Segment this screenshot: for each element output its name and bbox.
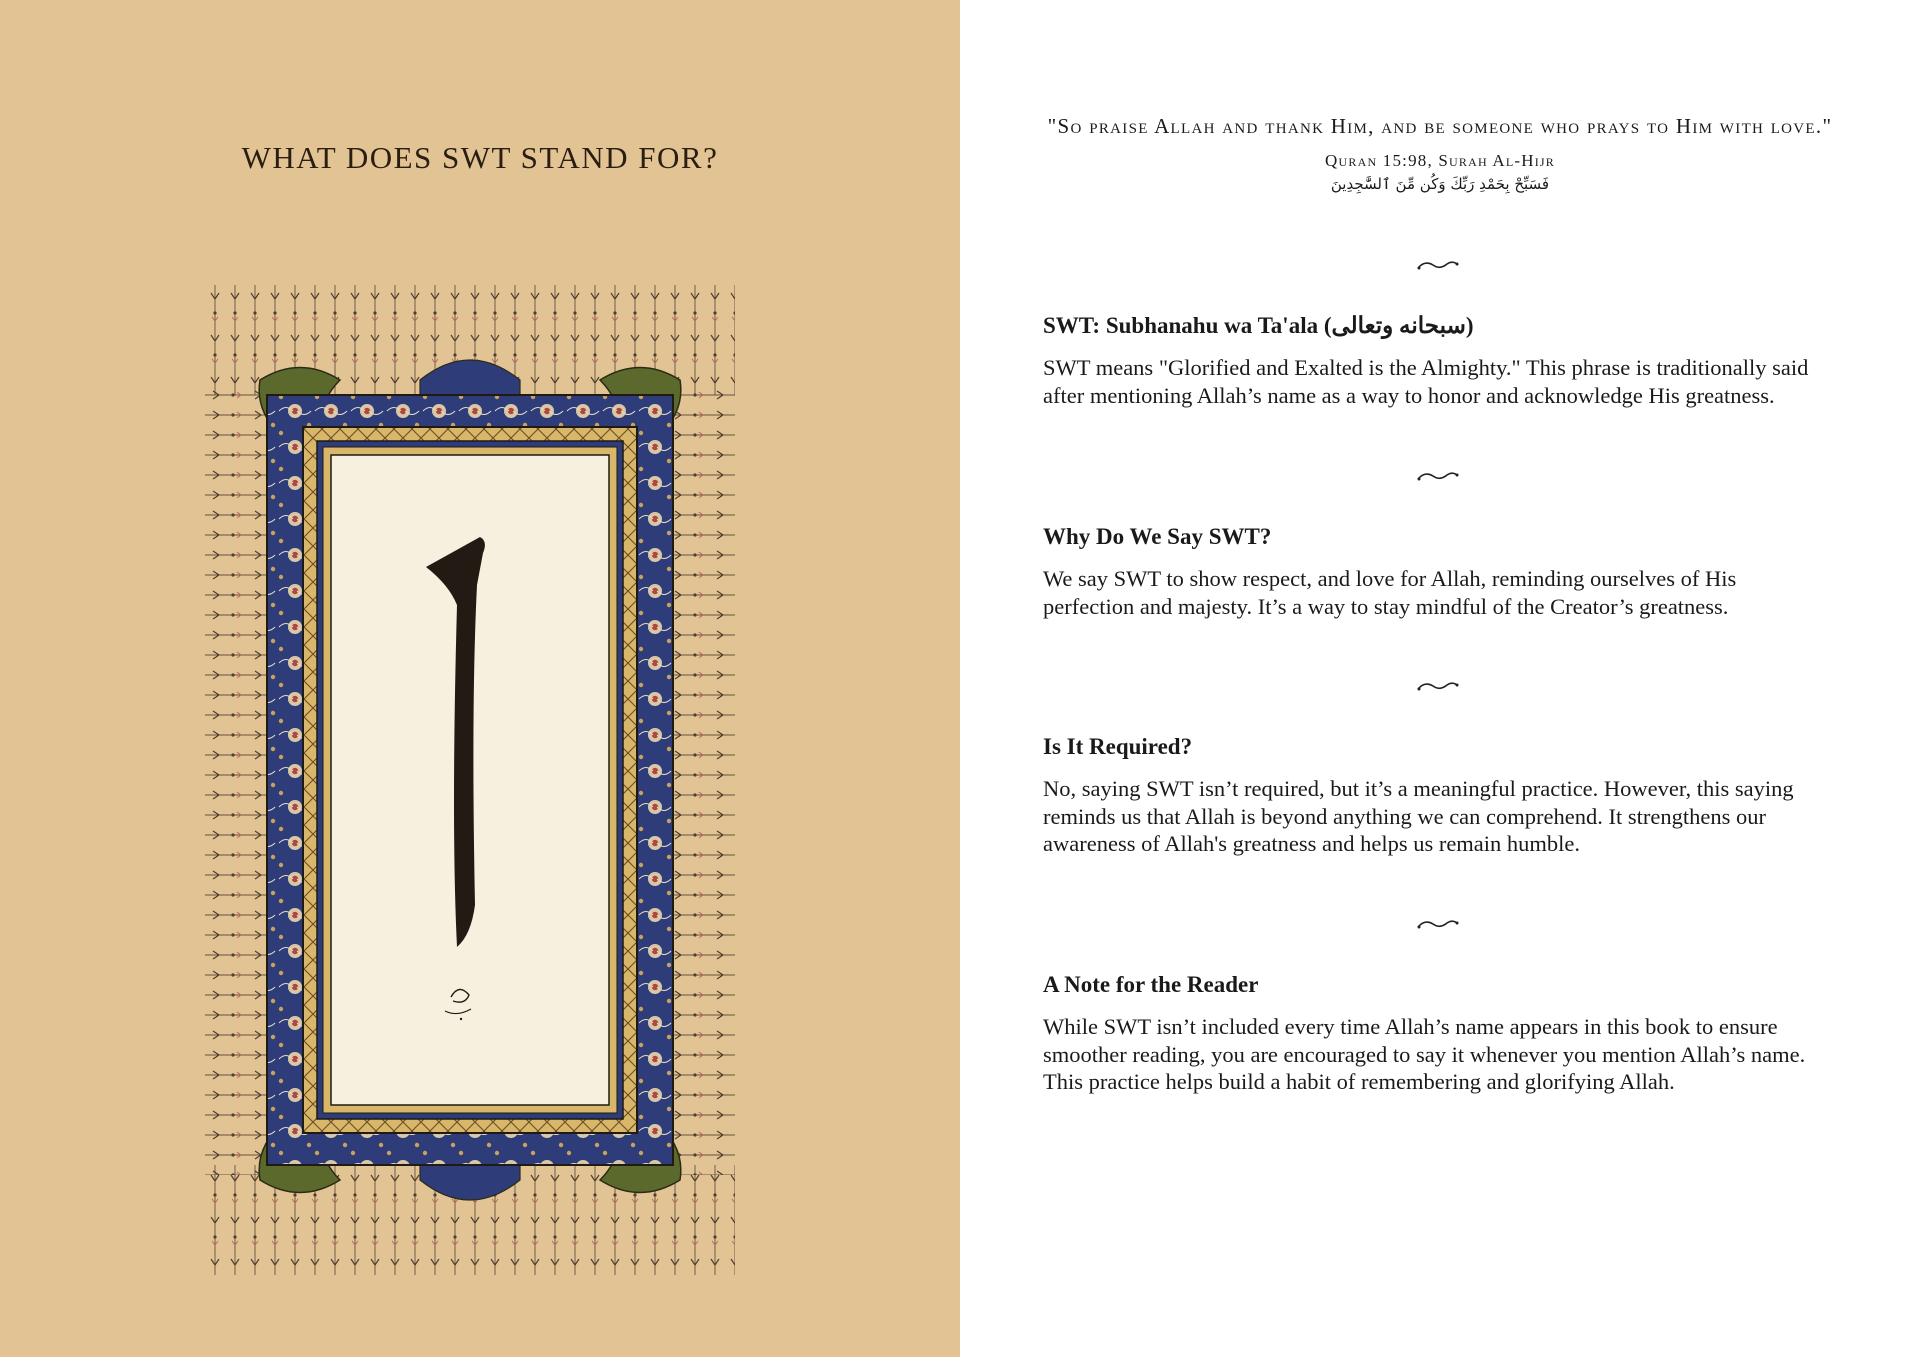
section-why-say-swt <box>1043 523 1818 620</box>
section-body: We say SWT to show respect, and love for Allah, reminding ourselves of His perfection and majesty. It’s a way to stay mindful of the Creator’s greatness. <box>1043 566 1737 619</box>
swirl-divider-icon <box>1415 918 1461 932</box>
swirl-divider-icon <box>1415 680 1461 694</box>
section-body: While SWT isn’t included every time Allah’s name appears in this book to ensure smoother reading, you are encouraged to say it whenever you mention Allah’s name. This practice helps build a habit of remembering and glorifying Allah. <box>1043 1014 1806 1094</box>
quran-quote: "So praise Allah and thank Him, and be someone who prays to Him with love." <box>1047 114 1833 138</box>
arabic-verse: فَسَبِّحْ بِحَمْدِ رَبِّكَ وَكُن مِّنَ ٱلسَّٰجِدِينَ <box>1330 175 1550 193</box>
section-note-for-reader <box>1043 971 1818 1096</box>
section-heading: SWT: Subhanahu wa Ta'ala (سبحانه وتعالى) <box>1043 313 1474 338</box>
quote-citation: Quran 15:98, Surah Al-Hijr <box>1325 151 1555 170</box>
epigraph <box>1040 112 1840 193</box>
section-heading: Why Do We Say SWT? <box>1043 524 1272 549</box>
section-heading: A Note for the Reader <box>1043 972 1259 997</box>
section-body: No, saying SWT isn’t required, but it’s a meaningful practice. However, this saying reminds us that Allah is beyond anything we can comprehend. It strengthens our awareness of Allah's greatness and helps us remain humble. <box>1043 776 1794 856</box>
swirl-divider-icon <box>1415 470 1461 484</box>
page-title: WHAT DOES SWT STAND FOR? <box>241 140 719 175</box>
right-page <box>960 0 1920 1357</box>
section-is-it-required <box>1043 733 1818 858</box>
section-heading: Is It Required? <box>1043 734 1193 759</box>
section-swt-meaning <box>1043 312 1818 409</box>
section-body: SWT means "Glorified and Exalted is the Almighty." This phrase is traditionally said after mentioning Allah’s name as a way to honor and acknowledge His greatness. <box>1043 355 1809 408</box>
illuminated-calligraphy-panel <box>205 285 735 1275</box>
swirl-divider-icon <box>1415 259 1461 273</box>
